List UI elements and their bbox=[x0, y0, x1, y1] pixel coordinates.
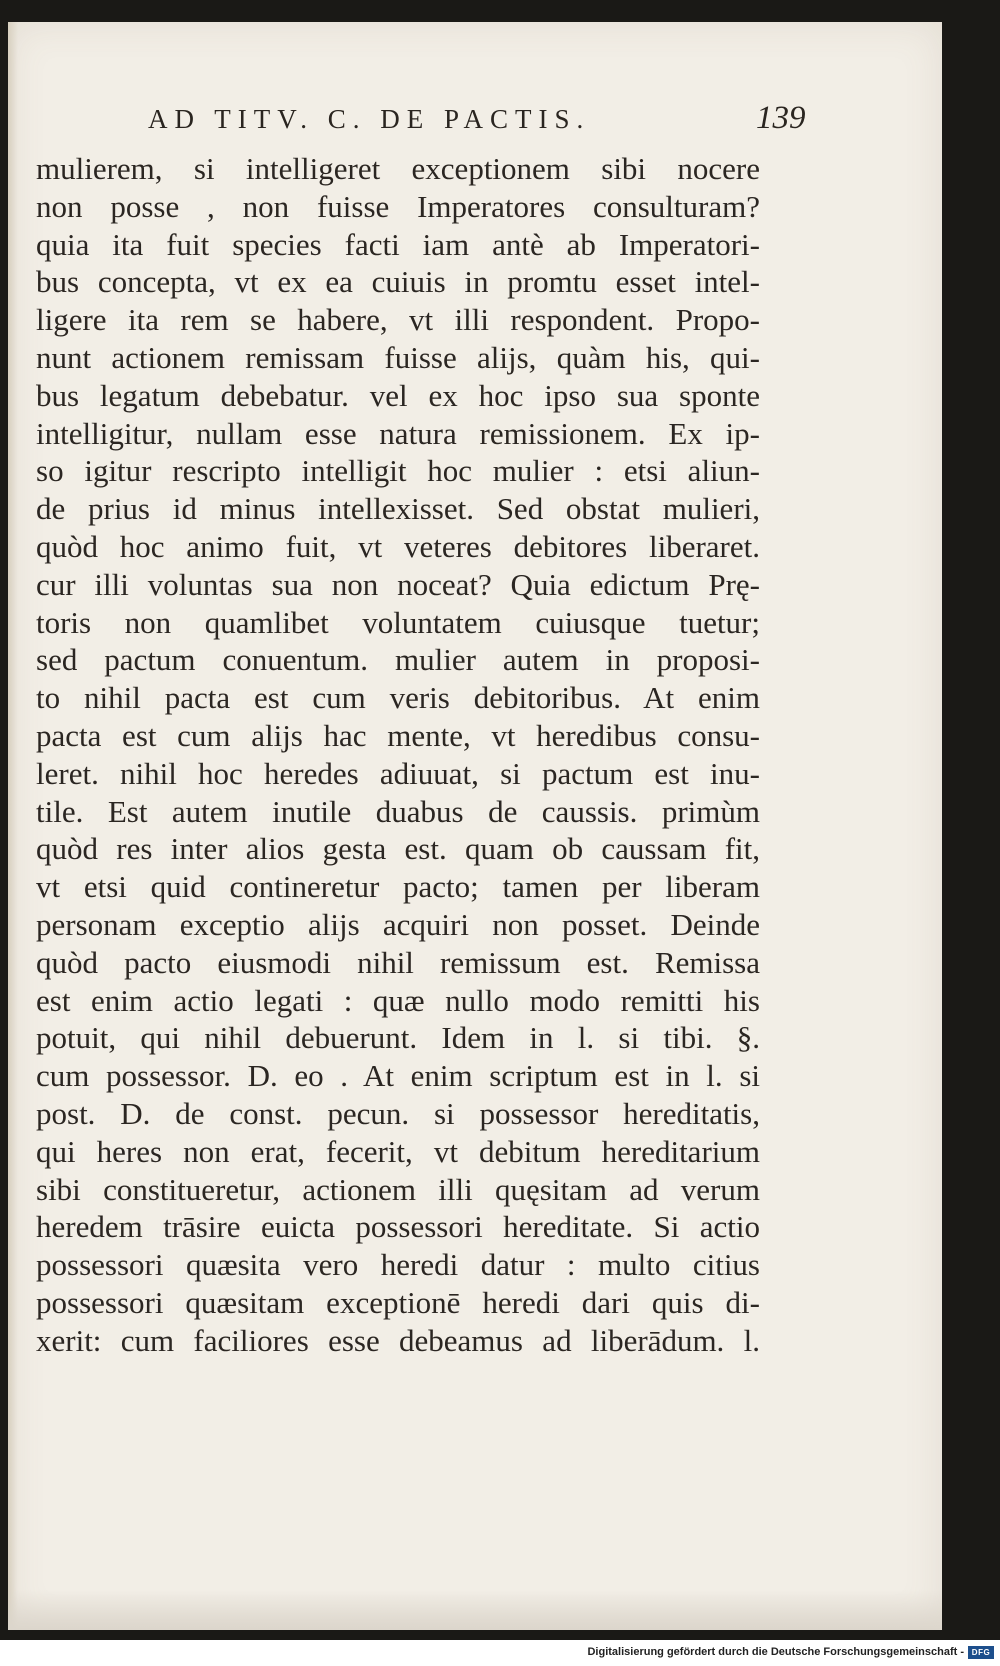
text-line: quòd pacto eiusmodi nihil remissum est. Remissa bbox=[36, 944, 760, 980]
text-line: cum possessor. D. eo . At enim scriptum est in l. si bbox=[36, 1058, 760, 1094]
text-line: heredem trāsire euicta possessori hereditate. Si actio bbox=[36, 1209, 760, 1245]
text-line: non posse , non fuisse Imperatores consulturam? bbox=[36, 188, 760, 224]
running-head bbox=[8, 100, 942, 144]
text-line: quòd res inter alios gesta est. quam ob caussam fit, bbox=[36, 831, 760, 867]
text-line: bus legatum debebatur. vel ex hoc ipso sua sponte bbox=[36, 377, 760, 413]
text-line: so igitur rescripto intelligit hoc mulier : etsi aliun- bbox=[36, 453, 760, 489]
text-line: sed pactum conuentum. mulier autem in proposi- bbox=[36, 642, 760, 678]
text-line: quia ita fuit species facti iam antè ab Imperatori- bbox=[36, 226, 760, 262]
digitization-credit bbox=[587, 1644, 994, 1660]
dfg-logo: DFG bbox=[968, 1646, 994, 1659]
text-line: ligere ita rem se habere, vt illi respondent. Propo- bbox=[36, 302, 760, 338]
credit-text: Digitalisierung gefördert durch die Deutsche Forschungsgemeinschaft - bbox=[587, 1646, 964, 1658]
text-line: sibi constitueretur, actionem illi quęsitam ad verum bbox=[36, 1171, 760, 1207]
text-line: qui heres non erat, fecerit, vt debitum hereditarium bbox=[36, 1133, 760, 1169]
running-head-title: AD TITV. C. DE PACTIS. bbox=[148, 104, 591, 134]
text-line: pacta est cum alijs hac mente, vt heredibus consu- bbox=[36, 717, 760, 753]
text-line: toris non quamlibet voluntatem cuiusque tuetur; bbox=[36, 604, 760, 640]
text-line: nunt actionem remissam fuisse alijs, quàm his, qui- bbox=[36, 339, 760, 375]
text-line: intelligitur, nullam esse natura remissionem. Ex ip- bbox=[36, 415, 760, 451]
text-line: xerit: cum faciliores esse debeamus ad liberādum. l. bbox=[36, 1322, 760, 1358]
text-line: cur illi voluntas sua non noceat? Quia edictum Prę- bbox=[36, 566, 760, 602]
text-line: post. D. de const. pecun. si possessor hereditatis, bbox=[36, 1095, 760, 1131]
text-line: leret. nihil hoc heredes adiuuat, si pactum est inu- bbox=[36, 755, 760, 791]
text-line: possessori quæsitam exceptionē heredi dari quis di- bbox=[36, 1284, 760, 1320]
text-line: personam exceptio alijs acquiri non posset. Deinde bbox=[36, 906, 760, 942]
text-line: bus concepta, vt ex ea cuiuis in promtu esset intel- bbox=[36, 264, 760, 300]
text-line: quòd hoc animo fuit, vt veteres debitores liberaret. bbox=[36, 528, 760, 564]
text-line: mulierem, si intelligeret exceptionem sibi nocere bbox=[36, 151, 760, 186]
text-line: est enim actio legati : quæ nullo modo remitti his bbox=[36, 982, 760, 1018]
body-text bbox=[36, 150, 760, 1360]
book-page bbox=[8, 22, 942, 1630]
page-edge-shadow bbox=[8, 22, 18, 1630]
text-line: tile. Est autem inutile duabus de caussis. primùm bbox=[36, 793, 760, 829]
text-line: vt etsi quid contineretur pacto; tamen per liberam bbox=[36, 869, 760, 905]
page-bottom-shadow bbox=[8, 1590, 942, 1630]
text-line: possessori quæsita vero heredi datur : multo citius bbox=[36, 1247, 760, 1283]
page-number: 139 bbox=[756, 100, 806, 136]
text-line: to nihil pacta est cum veris debitoribus. At enim bbox=[36, 680, 760, 716]
text-line: de prius id minus intellexisset. Sed obstat mulieri, bbox=[36, 491, 760, 527]
text-line: potuit, qui nihil debuerunt. Idem in l. si tibi. §. bbox=[36, 1020, 760, 1056]
